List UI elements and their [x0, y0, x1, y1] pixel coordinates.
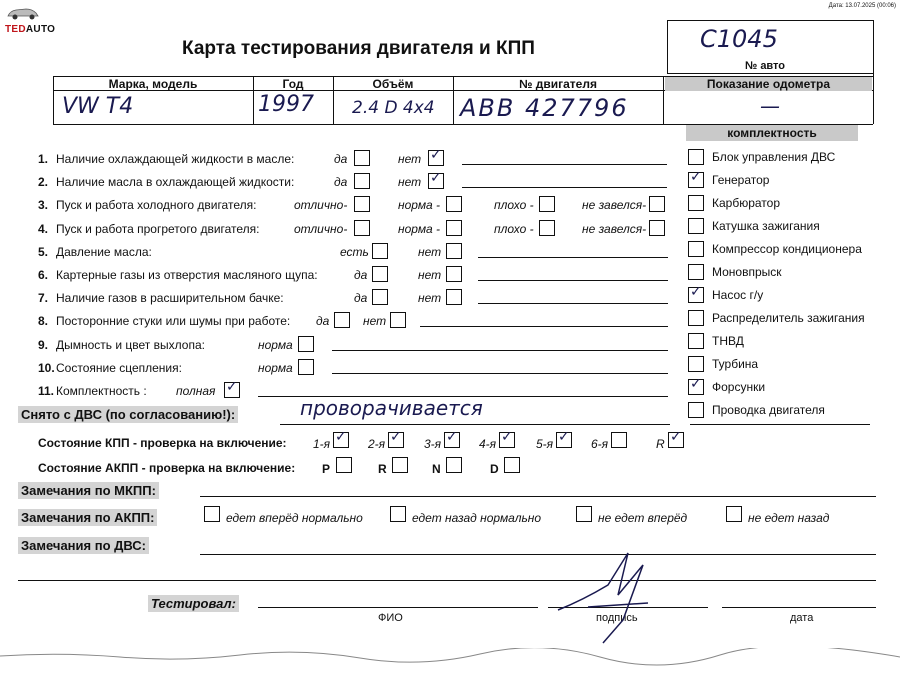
check-mark: ✓ [446, 429, 458, 445]
check-mark: ✓ [226, 379, 238, 395]
option-label: норма [258, 337, 293, 352]
option-label: да [334, 175, 348, 190]
check-number: 9. [38, 337, 49, 352]
akpp-gear-label: N [432, 462, 441, 476]
header-volume: Объём [372, 77, 414, 91]
option-label: плохо - [494, 198, 534, 213]
gear-label: 2-я [368, 437, 386, 451]
remarks-akpp-label: Замечания по АКПП: [18, 509, 157, 526]
complect-item-label: Генератор [712, 173, 770, 187]
option-checkbox[interactable] [446, 243, 462, 259]
auto-number-value: C1045 [700, 25, 778, 53]
complect-item-label: ТНВД [712, 334, 744, 348]
handwritten-signature [548, 545, 658, 645]
option-checkbox[interactable] [446, 196, 462, 212]
option-label: нет [418, 291, 442, 306]
auto-number-label: № авто [745, 60, 786, 72]
option-checkbox[interactable] [224, 379, 240, 398]
gear-label: 3-я [424, 437, 442, 451]
akpp-gear-checkbox[interactable] [504, 457, 520, 473]
check-mark: ✓ [390, 429, 402, 445]
header-odometer: Показание одометра [665, 77, 872, 91]
akpp-remark-checkbox[interactable] [390, 506, 406, 522]
kpp-label: Состояние КПП - проверка на включение: [38, 436, 287, 450]
signature-caption: подпись [596, 612, 638, 624]
option-checkbox[interactable] [354, 196, 370, 212]
option-checkbox[interactable] [334, 312, 350, 328]
option-label: не завелся- [582, 198, 647, 213]
option-label: да [334, 152, 348, 166]
option-checkbox[interactable] [354, 220, 370, 236]
option-checkbox[interactable] [539, 196, 555, 212]
complect-checkbox[interactable] [688, 264, 704, 280]
option-label: норма [258, 360, 293, 375]
option-checkbox[interactable] [354, 150, 370, 166]
check-number: 6. [38, 268, 49, 282]
akpp-gear-label: D [490, 462, 499, 476]
akpp-gear-checkbox[interactable] [446, 457, 462, 473]
check-mark: ✓ [690, 284, 702, 300]
gear-label: R [656, 437, 665, 451]
value-volume: 2.4 D 4x4 [352, 98, 435, 118]
check-label: Давление масла: [56, 244, 152, 259]
check-number: 3. [38, 198, 49, 213]
value-year: 1997 [258, 92, 314, 117]
option-label: норма - [398, 221, 441, 236]
complect-item-label: Карбюратор [712, 196, 781, 210]
torn-edge [0, 648, 900, 675]
complect-checkbox[interactable] [688, 149, 704, 165]
check-label: Наличие газов в расширительном бачке: [56, 291, 284, 306]
page-title: Карта тестирования двигателя и КПП [182, 38, 535, 59]
check-number: 1. [38, 152, 49, 166]
option-label: плохо - [494, 221, 534, 236]
check-mark: ✓ [690, 169, 702, 185]
check-number: 8. [38, 314, 49, 329]
check-mark: ✓ [690, 376, 702, 392]
check-label: Наличие масла в охлаждающей жидкости: [56, 175, 295, 190]
check-label: Наличие охлаждающей жидкости в масле: [56, 152, 295, 166]
complect-item-label: Проводка двигателя [712, 403, 825, 417]
check-number: 11. [38, 384, 55, 398]
akpp-gear-label: R [378, 462, 387, 476]
gear-label: 6-я [591, 437, 609, 451]
gear-checkbox[interactable] [556, 429, 572, 448]
complect-checkbox[interactable] [688, 402, 704, 418]
complect-item-label: Распределитель зажигания [712, 311, 865, 325]
check-label: Дымность и цвет выхлопа: [56, 337, 205, 352]
option-checkbox[interactable] [372, 266, 388, 282]
option-checkbox[interactable] [649, 220, 665, 236]
remarks-dvs-label: Замечания по ДВС: [18, 537, 149, 554]
option-checkbox[interactable] [649, 196, 665, 212]
check-label: Пуск и работа прогретого двигателя: [56, 221, 260, 236]
check-mark: ✓ [558, 429, 570, 445]
tested-by-label: Тестировал: [148, 595, 239, 612]
complect-item-label: Турбина [712, 357, 759, 371]
option-label: отлично- [294, 221, 348, 236]
complect-checkbox[interactable] [688, 169, 704, 188]
option-label: нет [363, 314, 387, 329]
option-label: нет [418, 244, 442, 259]
check-number: 10. [38, 360, 55, 375]
option-checkbox[interactable] [428, 147, 444, 166]
complect-item-label: Блок управления ДВС [712, 150, 836, 164]
option-checkbox[interactable] [372, 243, 388, 259]
value-engine-number: ABB 427796 [460, 94, 629, 122]
option-checkbox[interactable] [446, 220, 462, 236]
option-checkbox[interactable] [298, 359, 314, 375]
option-label: норма - [398, 198, 441, 213]
removed-label: Снято с ДВС (по согласованию!): [18, 406, 238, 423]
check-number: 4. [38, 221, 49, 236]
complect-checkbox[interactable] [688, 195, 704, 211]
complect-item-label: Катушка зажигания [712, 219, 820, 233]
check-mark: ✓ [430, 147, 442, 163]
option-checkbox[interactable] [372, 289, 388, 305]
check-number: 5. [38, 244, 49, 259]
option-label: полная [176, 384, 216, 398]
akpp-gear-checkbox[interactable] [392, 457, 408, 473]
gear-label: 5-я [536, 437, 554, 451]
check-number: 7. [38, 291, 49, 306]
date-caption: дата [790, 612, 814, 624]
akpp-label: Состояние АКПП - проверка на включение: [38, 461, 296, 475]
car-logo-icon [6, 5, 40, 21]
option-checkbox[interactable] [354, 173, 370, 189]
header-model: Марка, модель [108, 77, 198, 91]
complect-checkbox[interactable] [688, 241, 704, 257]
option-checkbox[interactable] [539, 220, 555, 236]
check-label: Состояние сцепления: [56, 360, 182, 375]
check-mark: ✓ [430, 170, 442, 187]
option-label: не завелся- [582, 221, 647, 236]
complect-checkbox[interactable] [688, 333, 704, 349]
value-model: VW T4 [62, 94, 134, 119]
akpp-remark-checkbox[interactable] [726, 506, 742, 522]
complect-item-label: Насос г/у [712, 288, 764, 302]
gear-checkbox[interactable] [444, 429, 460, 448]
gear-checkbox[interactable] [388, 429, 404, 448]
gear-checkbox[interactable] [668, 429, 684, 448]
option-checkbox[interactable] [390, 312, 406, 328]
complect-header: комплектность [686, 125, 858, 141]
gear-checkbox[interactable] [499, 429, 515, 448]
gear-label: 1-я [313, 437, 331, 451]
akpp-remark-label: не едет вперёд [598, 511, 688, 525]
option-label: да [316, 314, 330, 329]
removed-handwritten: проворачивается [300, 396, 483, 420]
complect-checkbox[interactable] [688, 310, 704, 326]
akpp-remark-checkbox[interactable] [576, 506, 592, 522]
complect-item-label: Моновпрыск [712, 265, 782, 279]
akpp-remark-label: едет вперёд нормально [226, 511, 363, 525]
option-checkbox[interactable] [446, 266, 462, 282]
remarks-mkpp-label: Замечания по МКПП: [18, 482, 159, 499]
header-engine-number: № двигателя [519, 77, 597, 91]
option-label: нет [418, 268, 442, 282]
brand-logo: TEDAUTO [5, 24, 56, 35]
check-label: Пуск и работа холодного двигателя: [56, 198, 257, 213]
check-label: Картерные газы из отверстия масляного щупа: [56, 268, 318, 282]
check-label: Посторонние стуки или шумы при работе: [56, 314, 291, 329]
akpp-remark-checkbox[interactable] [204, 506, 220, 522]
option-label: нет [398, 152, 422, 166]
gear-checkbox[interactable] [611, 432, 627, 448]
complect-item-label: Форсунки [712, 380, 766, 394]
option-label: нет [398, 175, 422, 190]
option-label: есть [340, 244, 369, 259]
option-label: отлично- [294, 198, 348, 213]
complect-checkbox[interactable] [688, 218, 704, 234]
complect-checkbox[interactable] [688, 284, 704, 303]
akpp-gear-checkbox[interactable] [336, 457, 352, 473]
check-number: 2. [38, 175, 49, 190]
option-label: да [354, 291, 368, 306]
value-odometer: — [760, 94, 780, 118]
complect-item-label: Компрессор кондиционера [712, 242, 862, 256]
check-label: Комплектность : [56, 384, 147, 398]
option-checkbox[interactable] [298, 336, 314, 352]
check-mark: ✓ [335, 429, 347, 445]
option-checkbox[interactable] [446, 289, 462, 305]
header-year: Год [282, 77, 304, 91]
fio-caption: ФИО [378, 612, 403, 624]
gear-label: 4-я [479, 437, 497, 451]
gear-checkbox[interactable] [333, 429, 349, 448]
option-label: да [354, 268, 368, 282]
akpp-gear-label: P [322, 462, 331, 476]
akpp-remark-label: едет назад нормально [412, 511, 542, 525]
check-mark: ✓ [501, 429, 513, 445]
check-mark: ✓ [670, 429, 682, 445]
complect-checkbox[interactable] [688, 376, 704, 395]
complect-checkbox[interactable] [688, 356, 704, 372]
print-date: Дата: 13.07.2025 (00:06) [828, 3, 896, 9]
akpp-remark-label: не едет назад [748, 511, 830, 525]
option-checkbox[interactable] [428, 170, 444, 189]
